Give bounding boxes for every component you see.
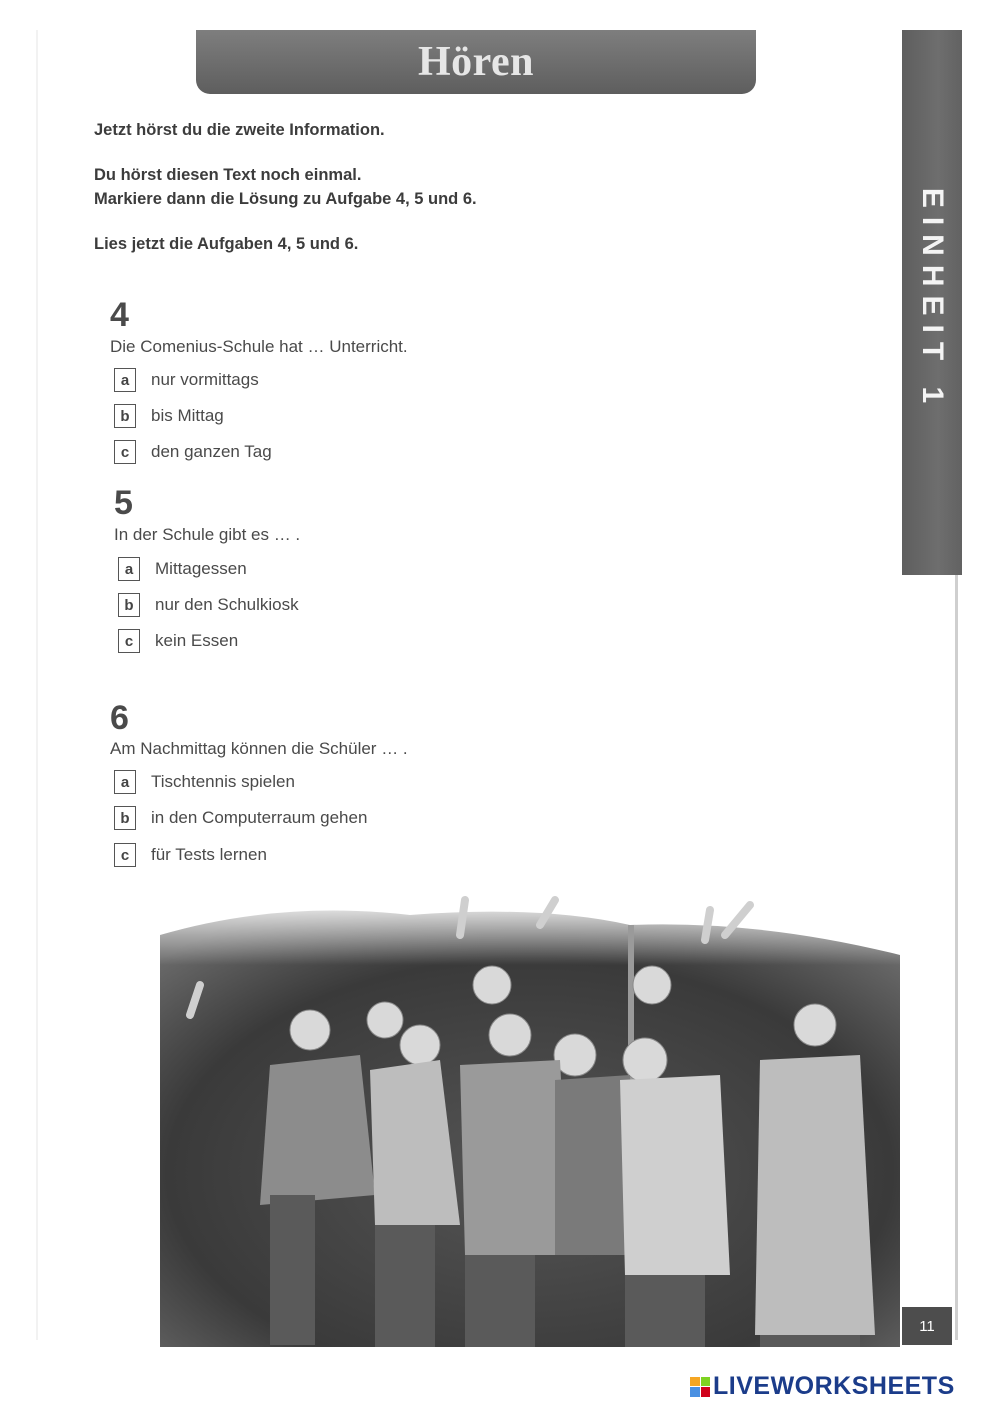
task-question: In der Schule gibt es … . — [114, 525, 301, 544]
option-checkbox[interactable]: c — [118, 629, 140, 653]
option-checkbox[interactable]: b — [114, 806, 136, 830]
option-checkbox[interactable]: a — [118, 557, 140, 581]
option-checkbox[interactable]: c — [114, 843, 136, 867]
option-checkbox[interactable]: a — [114, 368, 136, 392]
option-checkbox[interactable]: b — [118, 593, 140, 617]
task-number: 5 — [114, 484, 133, 522]
answer-option[interactable] — [114, 843, 267, 867]
option-label: nur vormittags — [151, 370, 259, 389]
option-label: bis Mittag — [151, 406, 224, 425]
answer-option[interactable] — [114, 770, 295, 794]
brand-logo-icon — [690, 1377, 710, 1397]
task-number: 4 — [110, 296, 129, 334]
answer-option[interactable] — [114, 368, 259, 392]
students-photo — [160, 895, 900, 1347]
page-number: 11 — [902, 1307, 952, 1345]
instruction-line: Du hörst diesen Text noch einmal. — [94, 166, 362, 184]
answer-option[interactable] — [114, 806, 367, 830]
page-edge — [36, 30, 38, 1340]
task-question: Die Comenius-Schule hat … Unterricht. — [110, 337, 408, 356]
instruction-line: Lies jetzt die Aufgaben 4, 5 und 6. — [94, 235, 359, 253]
liveworksheets-logo — [690, 1372, 955, 1401]
instruction-line: Jetzt hörst du die zweite Information. — [94, 121, 385, 139]
brand-wordmark: LIVEWORKSHEETS — [713, 1372, 955, 1400]
option-label: kein Essen — [155, 631, 239, 650]
page-title: Hören — [417, 39, 535, 85]
task-number: 6 — [110, 699, 129, 737]
answer-option[interactable] — [114, 440, 272, 464]
answer-option[interactable] — [118, 557, 247, 581]
option-checkbox[interactable]: c — [114, 440, 136, 464]
title-banner — [196, 30, 756, 94]
option-label: in den Computerraum gehen — [151, 808, 368, 827]
option-label: für Tests lernen — [151, 845, 267, 864]
unit-label: EINHEIT 1 — [916, 187, 949, 413]
answer-option[interactable] — [114, 404, 224, 428]
option-checkbox[interactable]: b — [114, 404, 136, 428]
option-label: Mittagessen — [155, 559, 247, 578]
option-label: nur den Schulkiosk — [155, 595, 299, 614]
answer-option[interactable] — [118, 629, 238, 653]
task-question: Am Nachmittag können die Schüler … . — [110, 739, 408, 758]
option-checkbox[interactable]: a — [114, 770, 136, 794]
option-label: Tischtennis spielen — [151, 772, 295, 791]
instruction-line: Markiere dann die Lösung zu Aufgabe 4, 5 und 6. — [94, 190, 477, 208]
option-label: den ganzen Tag — [151, 442, 272, 461]
answer-option[interactable] — [118, 593, 299, 617]
side-divider — [955, 575, 958, 1340]
